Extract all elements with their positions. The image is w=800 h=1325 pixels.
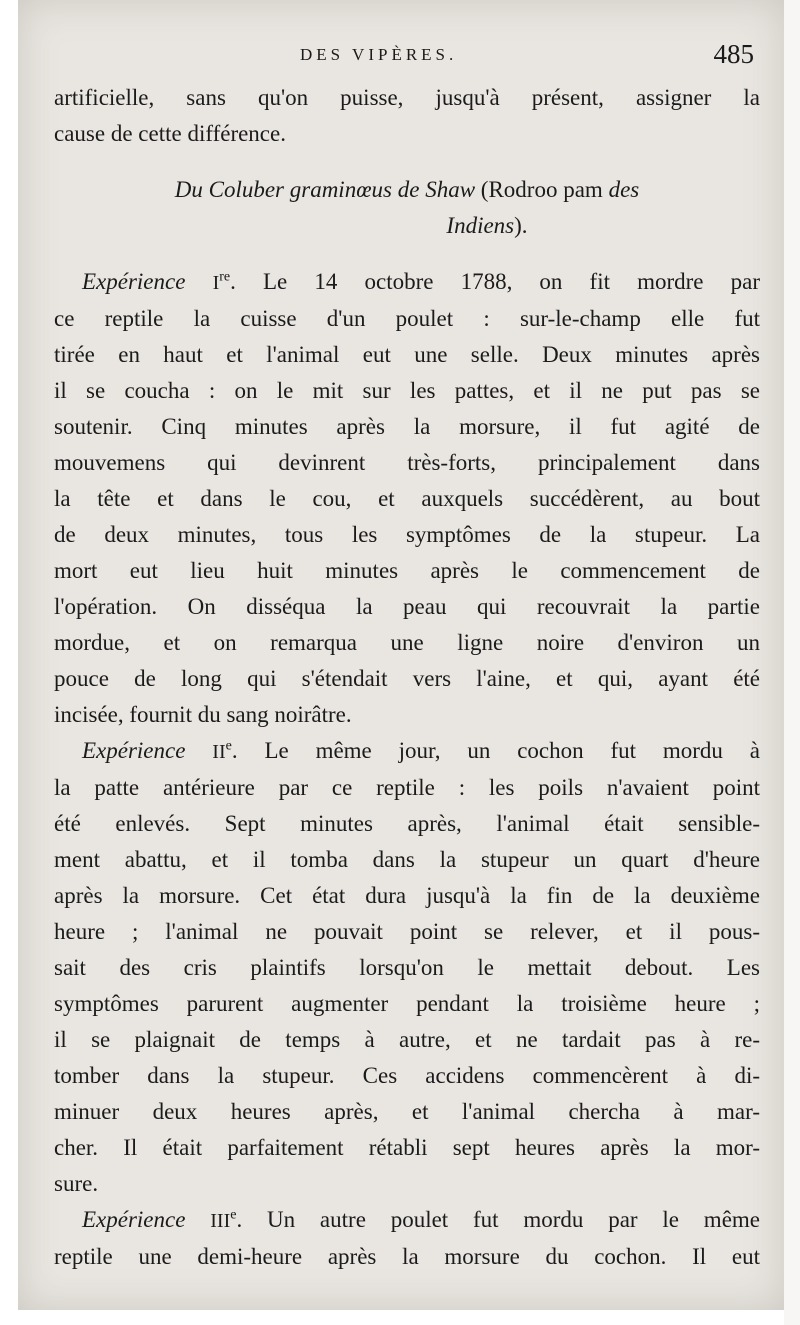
text-line: symptômes parurent augmenter pendant la troisième heure ;	[54, 991, 760, 1016]
heading-line-1	[54, 172, 760, 208]
page-edge	[784, 0, 800, 1325]
text-line: mort eut lieu huit minutes après le commencement de	[54, 558, 760, 583]
text-line: sure.	[54, 1171, 99, 1196]
experiment-1-paragraph	[54, 264, 760, 733]
experiment-sup: e	[225, 738, 232, 754]
text-line: la tête et dans le cou, et auxquels succédèrent, au bout	[54, 486, 760, 511]
experiment-numeral: I	[212, 272, 220, 294]
text-line: tomber dans la stupeur. Ces accidens commencèrent à di-	[54, 1063, 760, 1088]
text-line: cher. Il était parfaitement rétabli sept heures après la mor-	[54, 1135, 760, 1160]
text-line: la patte antérieure par ce reptile : les poils n'avaient point	[54, 775, 760, 800]
text-line: heure ; l'animal ne pouvait point se relever, et il pous-	[54, 919, 760, 944]
heading-line-2	[54, 208, 760, 244]
heading-des: des	[608, 177, 640, 202]
text-line: après la morsure. Cet état dura jusqu'à la fin de la deuxième	[54, 883, 760, 908]
page-number: 485	[713, 39, 754, 69]
text-line: soutenir. Cinq minutes après la morsure, il fut agité de	[54, 414, 760, 439]
experiment-label: Expérience	[82, 1207, 186, 1232]
text-line: mordue, et on remarqua une ligne noire d'environ un	[54, 630, 760, 655]
experiment-3-paragraph	[54, 1202, 760, 1275]
text-line: il se coucha : on le mit sur les pattes, et il ne put pas se	[54, 378, 760, 403]
text-line: Expérience IIe. Le même jour, un cochon fut mordu à	[82, 738, 760, 763]
running-head	[18, 39, 784, 75]
experiment-label: Expérience	[82, 738, 186, 763]
text-line: sait des cris plaintifs lorsqu'on le mettait debout. Les	[54, 955, 760, 980]
text-line: l'opération. On disséqua la peau qui recouvrait la partie	[54, 594, 760, 619]
heading-indiens: Indiens	[446, 213, 515, 238]
text-line: tirée en haut et l'animal eut une selle. Deux minutes après	[54, 342, 760, 367]
text-line: incisée, fournit du sang noirâtre.	[54, 702, 352, 727]
running-title: DES VIPÈRES.	[300, 45, 458, 64]
text-line: Expérience IIIe. Un autre poulet fut mordu par le même	[82, 1207, 761, 1232]
text-line: ce reptile la cuisse d'un poulet : sur-le-champ elle fut	[54, 306, 760, 331]
experiment-sup: e	[230, 1207, 237, 1223]
text-line: pouce de long qui s'étendait vers l'aine, et qui, ayant été	[54, 666, 760, 691]
text-line: il se plaignait de temps à autre, et ne tardait pas à re-	[54, 1027, 760, 1052]
heading-close: ).	[514, 213, 528, 238]
experiment-label: Expérience	[82, 269, 186, 294]
text-line: Expérience Ire. Le 14 octobre 1788, on fit mordre par	[82, 269, 761, 294]
text-line: cause de cette différence.	[54, 121, 286, 146]
text-line: de deux minutes, tous les symptômes de la stupeur. La	[54, 522, 760, 547]
experiment-numeral: III	[210, 1210, 231, 1232]
text-line: reptile une demi-heure après la morsure du cochon. Il eut	[54, 1244, 760, 1269]
heading-native-name: (Rodroo pam	[475, 177, 609, 202]
experiment-sup: re	[219, 269, 231, 285]
experiment-2-paragraph	[54, 733, 760, 1202]
body-text	[54, 80, 760, 1275]
text-line: été enlevés. Sept minutes après, l'animal était sensible-	[54, 811, 760, 836]
experiment-numeral: II	[212, 741, 226, 763]
text-line: mouvemens qui devinrent très-forts, principalement dans	[54, 450, 760, 475]
section-heading	[54, 172, 760, 244]
book-page	[18, 0, 784, 1310]
text-line: minuer deux heures après, et l'animal chercha à mar-	[54, 1099, 760, 1124]
text-line: ment abattu, et il tomba dans la stupeur un quart d'heure	[54, 847, 760, 872]
heading-species: Du Coluber graminœus de Shaw	[174, 177, 476, 202]
text-line: artificielle, sans qu'on puisse, jusqu'à présent, assigner la	[54, 85, 760, 110]
